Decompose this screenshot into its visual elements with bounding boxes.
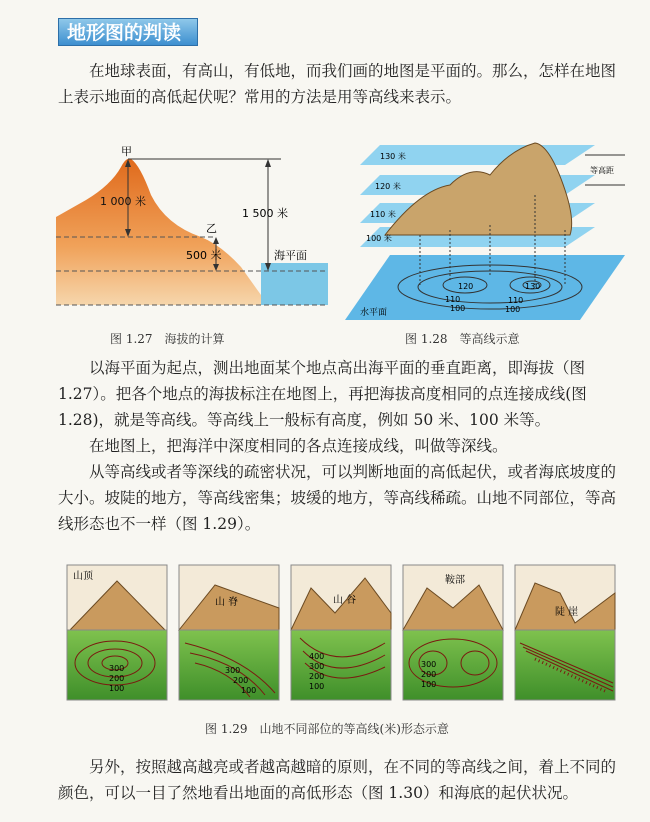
level-120-label: 120 米 <box>375 182 401 191</box>
paragraph-elevation: 以海平面为起点，测出地面某个地点高出海平面的垂直距离，即海拔（图 1.27）。把各个地点的海拔标注在地图上，再把海拔高度相同的点连接成线(图 1.28)，就是等高线。等高线上一般标有高度，例如 50 米、100 米等。 <box>58 359 587 429</box>
figure-127-elevation <box>56 145 328 320</box>
panel-saddle <box>403 565 503 700</box>
saddle-num-200: 200 <box>421 670 437 679</box>
summit-num-200: 200 <box>109 674 125 683</box>
base-plane-label: 水平面 <box>360 308 388 318</box>
contour-label-110b: 110 <box>508 296 524 305</box>
height-1500-label: 1 500 米 <box>242 207 288 220</box>
panel-summit <box>67 565 167 700</box>
valley-num-200: 200 <box>309 672 325 681</box>
summit-num-300: 300 <box>109 664 125 673</box>
panel-cliff <box>515 565 615 700</box>
label-cliff: 陡 崖 <box>555 607 579 618</box>
caption-127: 图 1.27 海拔的计算 <box>110 332 225 346</box>
contour-label-100b: 100 <box>505 305 521 314</box>
summit-num-100: 100 <box>109 684 125 693</box>
contour-label-130: 130 <box>525 282 541 291</box>
level-110-label: 110 米 <box>370 210 396 219</box>
figure-128-contour-planes <box>340 135 625 325</box>
sea <box>261 263 328 305</box>
paragraph-density: 从等高线或者等深线的疏密状况，可以判断地面的高低起伏，或者海底坡度的大小。坡陡的地方，等高线密集；坡缓的地方，等高线稀疏。山地不同部位，等高线形态也不一样（图 1.29）。 <box>58 463 617 533</box>
ridge-num-300: 300 <box>225 666 241 675</box>
caption-128: 图 1.28 等高线示意 <box>405 332 520 346</box>
sea-level-label: 海平面 <box>274 249 307 262</box>
height-1000-label: 1 000 米 <box>100 195 146 208</box>
label-summit: 山顶 <box>73 571 93 582</box>
label-ridge: 山 脊 <box>215 597 239 608</box>
contour-label-120: 120 <box>458 282 474 291</box>
valley-num-300: 300 <box>309 662 325 671</box>
panel-valley <box>291 565 391 700</box>
mountain-profile <box>56 159 261 305</box>
valley-num-400: 400 <box>309 652 325 661</box>
paragraph-coloring: 另外，按照越高越亮或者越高越暗的原则，在不同的等高线之间，着上不同的颜色，可以一目了然地看出地面的高低形态（图 1.30）和海底的起伏状况。 <box>58 758 617 802</box>
level-100-label: 100 米 <box>366 234 392 243</box>
paragraph-depth-lines: 在地图上，把海洋中深度相同的各点连接成线，叫做等深线。 <box>89 437 508 455</box>
peak-label: 甲 <box>121 145 132 158</box>
level-130-label: 130 米 <box>380 152 406 161</box>
contour-label-100: 100 <box>450 304 466 313</box>
valley-num-100: 100 <box>309 682 325 691</box>
ridge-num-100: 100 <box>241 686 257 695</box>
caption-129: 图 1.29 山地不同部位的等高线(米)形态示意 <box>205 722 449 736</box>
label-valley: 山 谷 <box>333 595 357 606</box>
point-label: 乙 <box>206 222 217 235</box>
intro-paragraph: 在地球表面，有高山，有低地，而我们画的地图是平面的。那么，怎样在地图上表示地面的高低起伏呢？常用的方法是用等高线来表示。 <box>58 62 617 106</box>
interval-label: 等高距 <box>590 166 614 175</box>
height-500-label: 500 米 <box>186 249 222 262</box>
ridge-num-200: 200 <box>233 676 249 685</box>
panel-ridge <box>179 565 279 700</box>
saddle-num-300: 300 <box>421 660 437 669</box>
label-saddle: 鞍部 <box>445 575 465 586</box>
contour-label-110: 110 <box>445 295 461 304</box>
saddle-num-100: 100 <box>421 680 437 689</box>
section-title: 地形图的判读 <box>58 18 198 46</box>
figure-129-landforms <box>65 563 625 703</box>
